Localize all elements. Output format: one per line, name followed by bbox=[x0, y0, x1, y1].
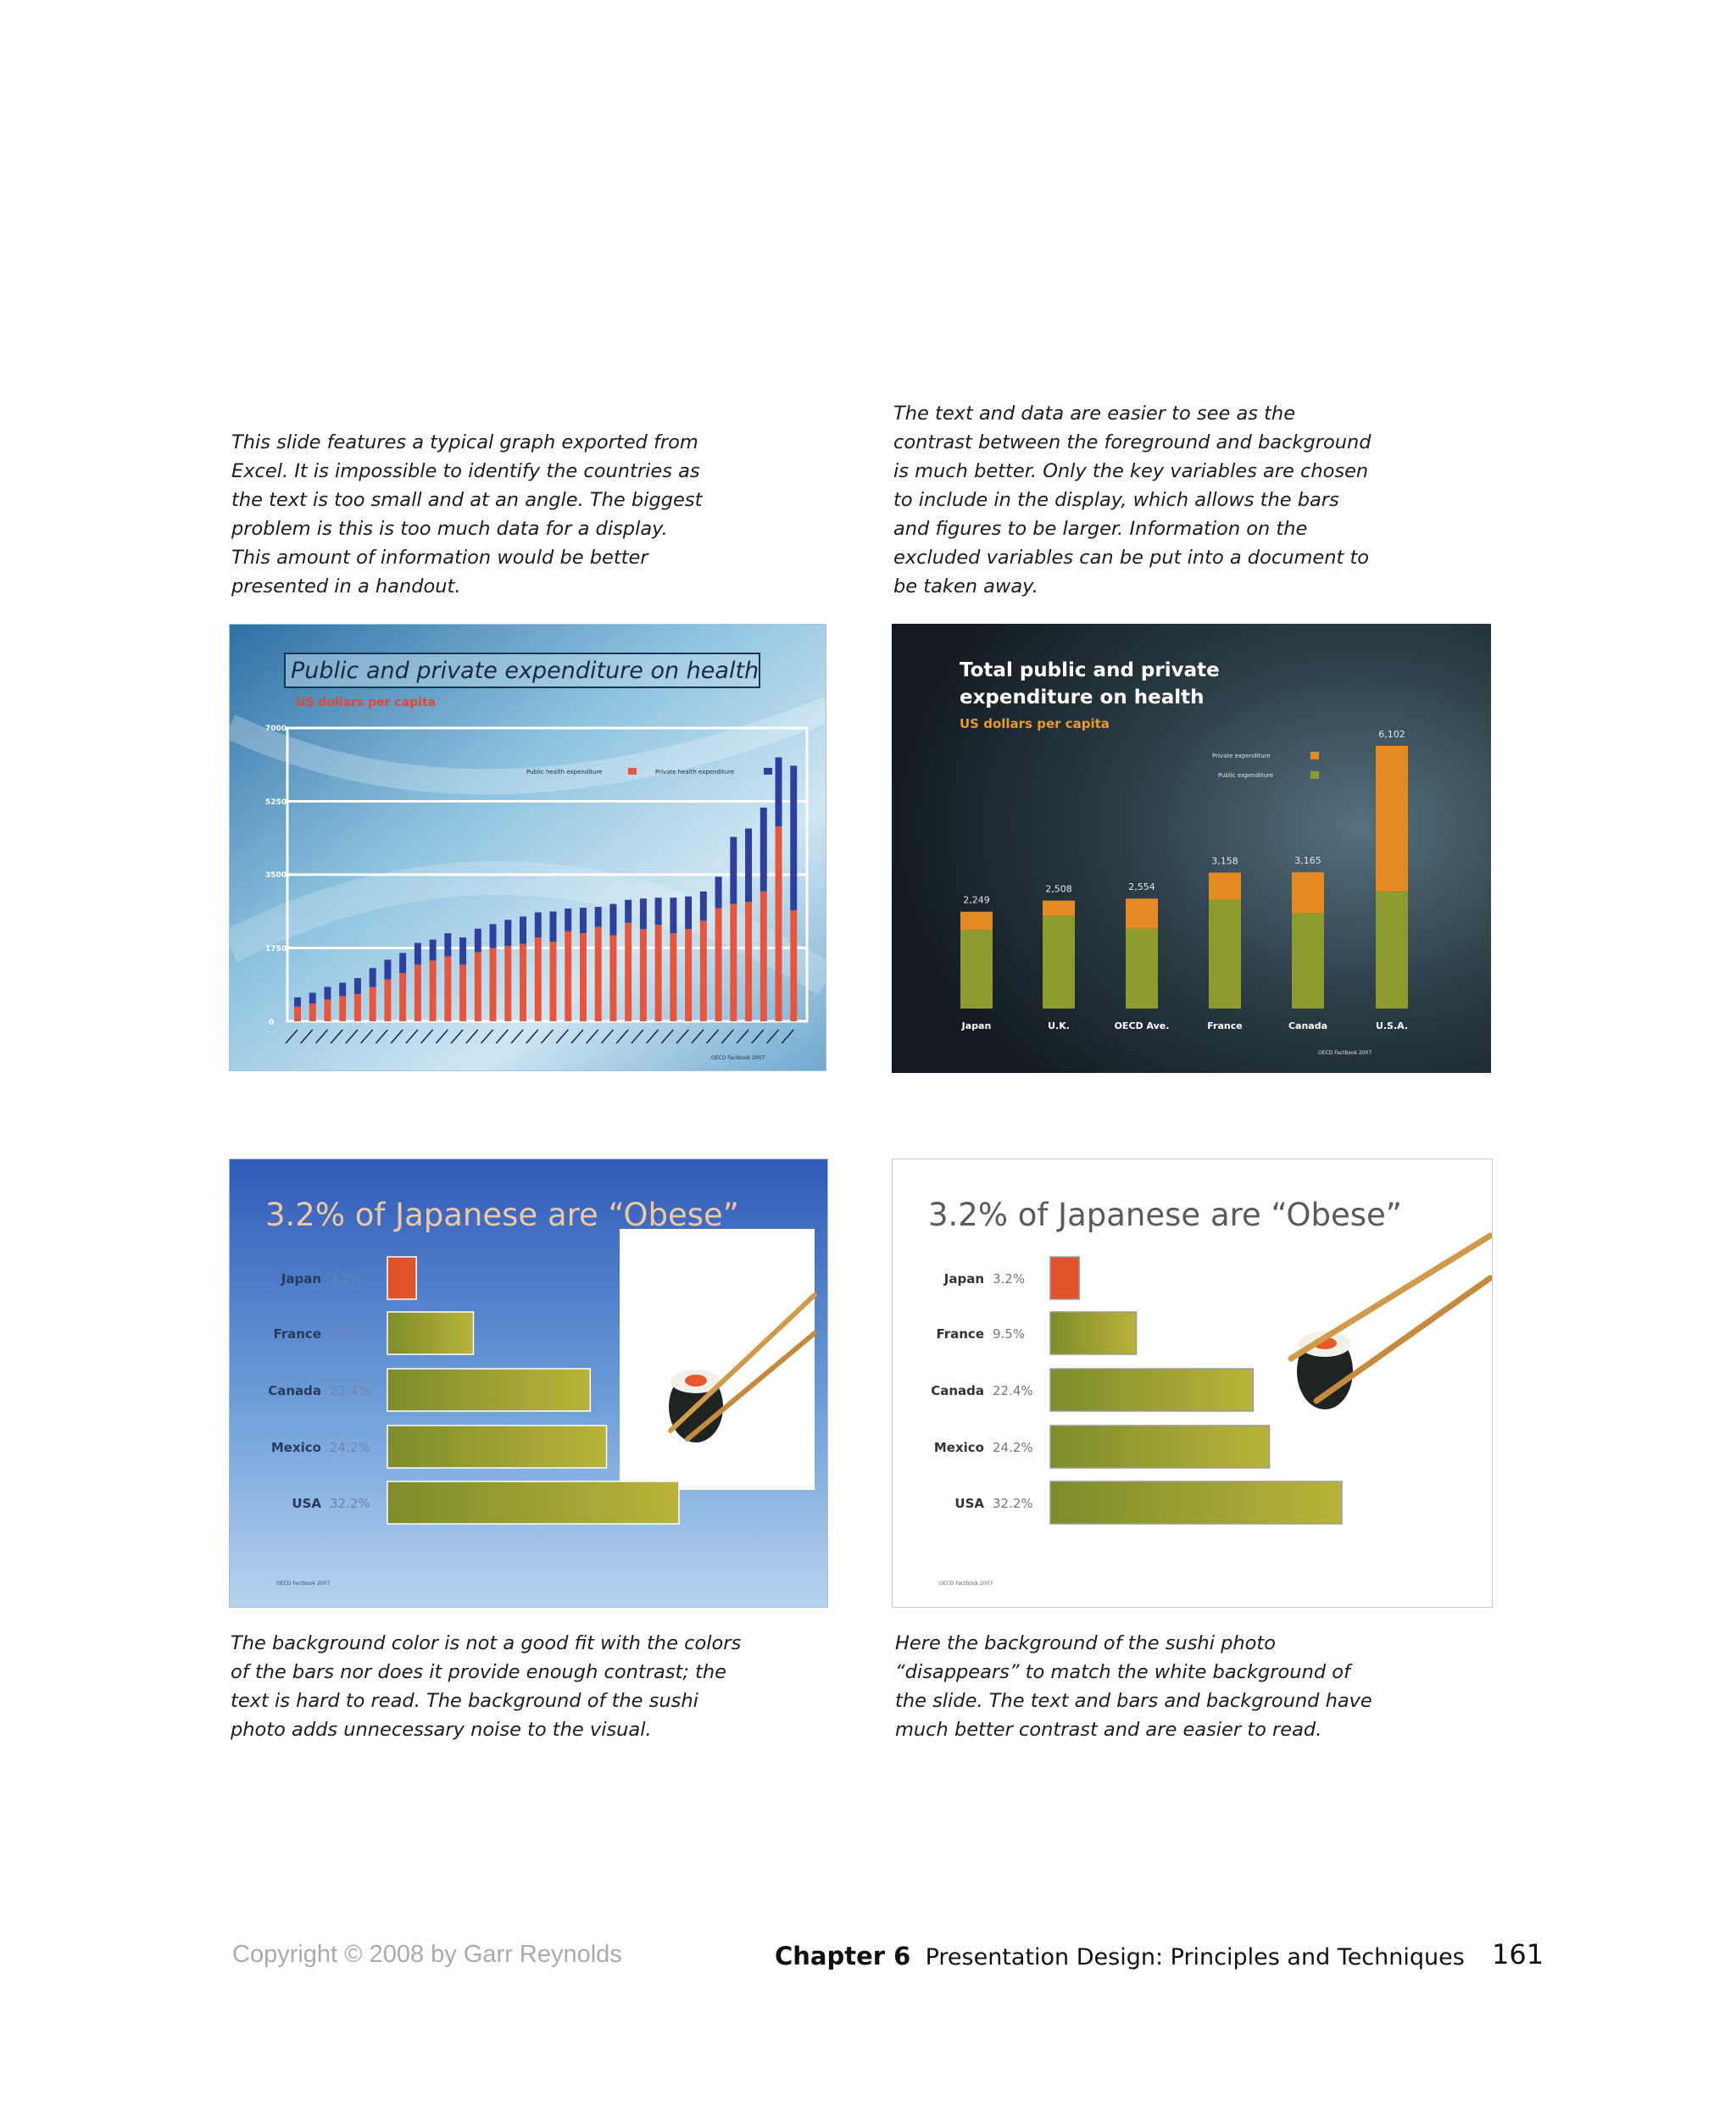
bar-private bbox=[715, 876, 722, 908]
bar bbox=[387, 1426, 607, 1468]
y-tick-label: 5250 bbox=[265, 798, 287, 807]
x-tick-label: U.S.A. bbox=[1375, 1020, 1409, 1031]
bar-private bbox=[960, 912, 993, 930]
bar-public bbox=[550, 942, 557, 1021]
caption-line: to include in the display, which allows the bars bbox=[893, 489, 1339, 511]
caption-line: This amount of information would be better bbox=[231, 547, 648, 569]
caption-line: Here the background of the sushi photo bbox=[895, 1632, 1276, 1654]
y-tick-label: 1750 bbox=[265, 945, 287, 953]
caption-line: is much better. Only the key variables are chosen bbox=[893, 460, 1369, 482]
bar bbox=[1050, 1312, 1136, 1354]
bar-private bbox=[625, 900, 632, 923]
category-label: France bbox=[936, 1326, 984, 1342]
caption-line: and figures to be larger. Information on the bbox=[893, 518, 1308, 540]
bar-private bbox=[370, 968, 376, 987]
bar-public bbox=[960, 930, 993, 1009]
y-tick-label: 7000 bbox=[265, 725, 287, 733]
source-note: OECD Factbook 2007 bbox=[711, 1055, 765, 1061]
caption-line: problem is this is too much data for a display. bbox=[231, 518, 668, 540]
bar-public bbox=[324, 999, 331, 1021]
bar-public bbox=[354, 994, 361, 1021]
legend-label: Public health expenditure bbox=[526, 769, 603, 775]
bar-private bbox=[399, 953, 406, 973]
caption-top-left bbox=[231, 428, 702, 601]
slide-title: 3.2% of Japanese are “Obese” bbox=[265, 1197, 739, 1233]
x-tick-label: OECD Ave. bbox=[1114, 1020, 1170, 1031]
bar-private bbox=[1292, 872, 1324, 914]
slide-excel-graph bbox=[229, 624, 826, 1071]
chart-subtitle: US dollars per capita bbox=[296, 696, 437, 709]
bar bbox=[1050, 1481, 1342, 1524]
bar-public bbox=[609, 936, 616, 1021]
slide-dark-graph bbox=[892, 624, 1491, 1073]
bar-private bbox=[339, 983, 346, 997]
bar bbox=[387, 1369, 590, 1411]
value-label: 9.5% bbox=[993, 1326, 1026, 1342]
bar-private bbox=[504, 920, 511, 946]
caption-line: the text is too small and at an angle. The biggest bbox=[231, 489, 703, 511]
bar-private bbox=[294, 998, 301, 1007]
bar-public bbox=[640, 929, 647, 1021]
x-tick-label: Canada bbox=[1288, 1020, 1328, 1031]
bar-public bbox=[790, 910, 797, 1021]
bar-public bbox=[520, 944, 526, 1021]
bar-public bbox=[370, 987, 376, 1021]
bar-public bbox=[490, 948, 497, 1022]
bar bbox=[1050, 1257, 1079, 1299]
bar-private bbox=[354, 978, 361, 994]
bar-public bbox=[685, 929, 692, 1021]
bar-private bbox=[1043, 901, 1075, 916]
category-label: Japan bbox=[281, 1271, 321, 1287]
caption-line: Excel. It is impossible to identify the countries as bbox=[231, 460, 700, 482]
category-label: USA bbox=[954, 1496, 984, 1511]
source-note: OECD Factbook 2007 bbox=[939, 1581, 993, 1587]
bar-private bbox=[550, 911, 557, 942]
bar-public bbox=[415, 964, 421, 1021]
caption-line: “disappears” to match the white background of bbox=[895, 1661, 1350, 1683]
bar bbox=[387, 1481, 679, 1524]
footer-page-number bbox=[1492, 1938, 1544, 1970]
copyright-text: Copyright © 2008 by Garr Reynolds bbox=[232, 1941, 622, 1968]
category-label: France bbox=[273, 1326, 321, 1342]
bar-private bbox=[1209, 873, 1241, 900]
bar bbox=[387, 1312, 473, 1354]
bar-private bbox=[535, 912, 542, 937]
bar-private bbox=[324, 987, 331, 999]
bar-public bbox=[745, 902, 752, 1021]
bar-private bbox=[685, 897, 692, 930]
bar-private bbox=[730, 837, 737, 904]
chart-title: Public and private expenditure on health bbox=[291, 658, 760, 684]
chapter-title: Presentation Design: Principles and Techniques bbox=[925, 1944, 1465, 1970]
footer-chapter bbox=[775, 1942, 1465, 1970]
bar-value-label: 3,165 bbox=[1294, 855, 1321, 867]
chart-excel-health bbox=[230, 625, 826, 1071]
bar-public bbox=[459, 964, 466, 1021]
bar-public bbox=[625, 923, 632, 1021]
bar-public bbox=[1126, 929, 1158, 1009]
bar-private bbox=[790, 765, 797, 910]
bar-public bbox=[655, 925, 662, 1021]
caption-line: much better contrast and are easier to read. bbox=[895, 1719, 1322, 1741]
bar-private bbox=[609, 904, 616, 936]
bar-value-label: 2,249 bbox=[963, 894, 990, 906]
chart-dark-health bbox=[892, 624, 1491, 1073]
value-label: 32.2% bbox=[993, 1496, 1033, 1511]
bar-private bbox=[760, 808, 767, 892]
category-label: Canada bbox=[931, 1383, 984, 1398]
caption-line: excluded variables can be put into a document to bbox=[893, 547, 1370, 569]
slide-obese-blue bbox=[229, 1159, 828, 1608]
category-label: USA bbox=[292, 1496, 321, 1511]
bar-private bbox=[444, 933, 451, 956]
bar-public bbox=[535, 937, 542, 1021]
bar-public bbox=[760, 892, 767, 1021]
bar-public bbox=[339, 996, 346, 1021]
slide-title: 3.2% of Japanese are “Obese” bbox=[928, 1197, 1402, 1233]
y-tick-label: 0 bbox=[269, 1019, 275, 1027]
category-label: Mexico bbox=[270, 1440, 321, 1455]
y-tick-label: 3500 bbox=[265, 871, 287, 880]
x-tick-label: Japan bbox=[961, 1020, 992, 1031]
bar-private bbox=[565, 909, 571, 931]
bar-public bbox=[580, 933, 587, 1021]
bar-value-label: 2,554 bbox=[1128, 881, 1155, 893]
category-label: Japan bbox=[943, 1271, 984, 1287]
caption-line: of the bars nor does it provide enough contrast; the bbox=[231, 1661, 726, 1683]
bar-value-label: 3,158 bbox=[1211, 855, 1238, 867]
bar-private bbox=[520, 916, 526, 943]
page-number: 161 bbox=[1492, 1938, 1544, 1970]
bar-private bbox=[1126, 898, 1158, 928]
bar-value-label: 6,102 bbox=[1378, 729, 1405, 740]
caption-line: the slide. The text and bars and background have bbox=[895, 1690, 1372, 1712]
bar-private bbox=[490, 924, 497, 948]
bar-private bbox=[459, 937, 466, 964]
caption-line: contrast between the foreground and background bbox=[893, 431, 1372, 453]
bar-private bbox=[700, 892, 707, 921]
bar-public bbox=[1209, 899, 1241, 1009]
bar-private bbox=[745, 829, 752, 903]
bar-private bbox=[776, 758, 782, 827]
value-label: 32.2% bbox=[330, 1496, 370, 1511]
bar bbox=[1050, 1426, 1270, 1468]
bar-public bbox=[670, 933, 676, 1021]
legend-swatch-public bbox=[1310, 771, 1319, 779]
bar-public bbox=[309, 1003, 316, 1021]
bar-private bbox=[655, 898, 662, 925]
bar-private bbox=[384, 959, 391, 979]
bar-public bbox=[430, 960, 437, 1021]
value-label: 3.2% bbox=[330, 1271, 363, 1287]
legend-swatch-private bbox=[1310, 752, 1319, 759]
bar-public bbox=[1292, 914, 1324, 1009]
bar-private bbox=[640, 898, 647, 929]
caption-line: photo adds unnecessary noise to the visual. bbox=[231, 1719, 652, 1741]
chart-subtitle: US dollars per capita bbox=[960, 716, 1110, 731]
bar-private bbox=[1376, 746, 1408, 892]
slide-background bbox=[230, 625, 826, 1071]
chart-obese-white bbox=[893, 1159, 1493, 1608]
bar-private bbox=[670, 898, 676, 933]
bar-private bbox=[580, 908, 587, 933]
legend-label: Public expenditure bbox=[1218, 772, 1274, 779]
value-label: 24.2% bbox=[993, 1440, 1033, 1455]
bar bbox=[1050, 1369, 1253, 1411]
category-label: Canada bbox=[268, 1383, 321, 1398]
bar-public bbox=[475, 952, 481, 1021]
bar-public bbox=[776, 826, 782, 1021]
bar-private bbox=[595, 907, 602, 927]
bar-value-label: 2,508 bbox=[1045, 883, 1072, 895]
value-label: 9.5% bbox=[330, 1326, 363, 1342]
value-label: 3.2% bbox=[993, 1271, 1026, 1287]
bar-private bbox=[309, 992, 316, 1003]
value-label: 22.4% bbox=[993, 1383, 1033, 1398]
bar-public bbox=[595, 927, 602, 1021]
chart-title-line2: expenditure on health bbox=[960, 686, 1205, 709]
bar-public bbox=[700, 920, 707, 1021]
bar-private bbox=[475, 929, 481, 953]
bar-public bbox=[384, 980, 391, 1021]
legend-swatch-public bbox=[628, 768, 637, 775]
category-label: Mexico bbox=[933, 1440, 984, 1455]
chart-obese-blue bbox=[230, 1159, 828, 1608]
caption-bottom-right bbox=[895, 1629, 1372, 1744]
bar-public bbox=[444, 956, 451, 1021]
bar-public bbox=[1043, 916, 1075, 1009]
bar-public bbox=[715, 909, 722, 1021]
bar-public bbox=[565, 931, 571, 1021]
source-note: OECD Factbook 2007 bbox=[1318, 1050, 1372, 1056]
footer-copyright bbox=[232, 1941, 622, 1969]
x-tick-label: France bbox=[1207, 1020, 1243, 1031]
source-note: OECD Factbook 2007 bbox=[276, 1581, 331, 1587]
bar-public bbox=[294, 1007, 301, 1021]
caption-line: The background color is not a good fit with the colors bbox=[231, 1632, 742, 1654]
legend-label: Private expenditure bbox=[1212, 753, 1271, 759]
slide-obese-white bbox=[892, 1159, 1493, 1608]
caption-top-right bbox=[893, 399, 1372, 601]
caption-line: be taken away. bbox=[893, 575, 1038, 597]
bar-private bbox=[415, 943, 421, 965]
value-label: 24.2% bbox=[330, 1440, 370, 1455]
bar-public bbox=[399, 973, 406, 1021]
legend-swatch-private bbox=[764, 768, 772, 775]
value-label: 22.4% bbox=[330, 1383, 370, 1398]
bar-private bbox=[430, 940, 437, 961]
bar-public bbox=[504, 946, 511, 1021]
caption-bottom-left bbox=[231, 1629, 741, 1744]
caption-line: presented in a handout. bbox=[231, 575, 461, 597]
caption-line: text is hard to read. The background of the sushi bbox=[231, 1690, 698, 1712]
bar-public bbox=[730, 904, 737, 1021]
chart-title: Total public and private bbox=[960, 659, 1220, 681]
caption-line: This slide features a typical graph exported from bbox=[231, 431, 698, 453]
legend-label: Private health expenditure bbox=[655, 769, 735, 775]
bar-public bbox=[1376, 892, 1408, 1009]
chapter-label: Chapter 6 bbox=[775, 1942, 911, 1970]
bar bbox=[387, 1257, 416, 1299]
caption-line: The text and data are easier to see as the bbox=[893, 403, 1296, 425]
x-tick-label: U.K. bbox=[1048, 1020, 1070, 1031]
